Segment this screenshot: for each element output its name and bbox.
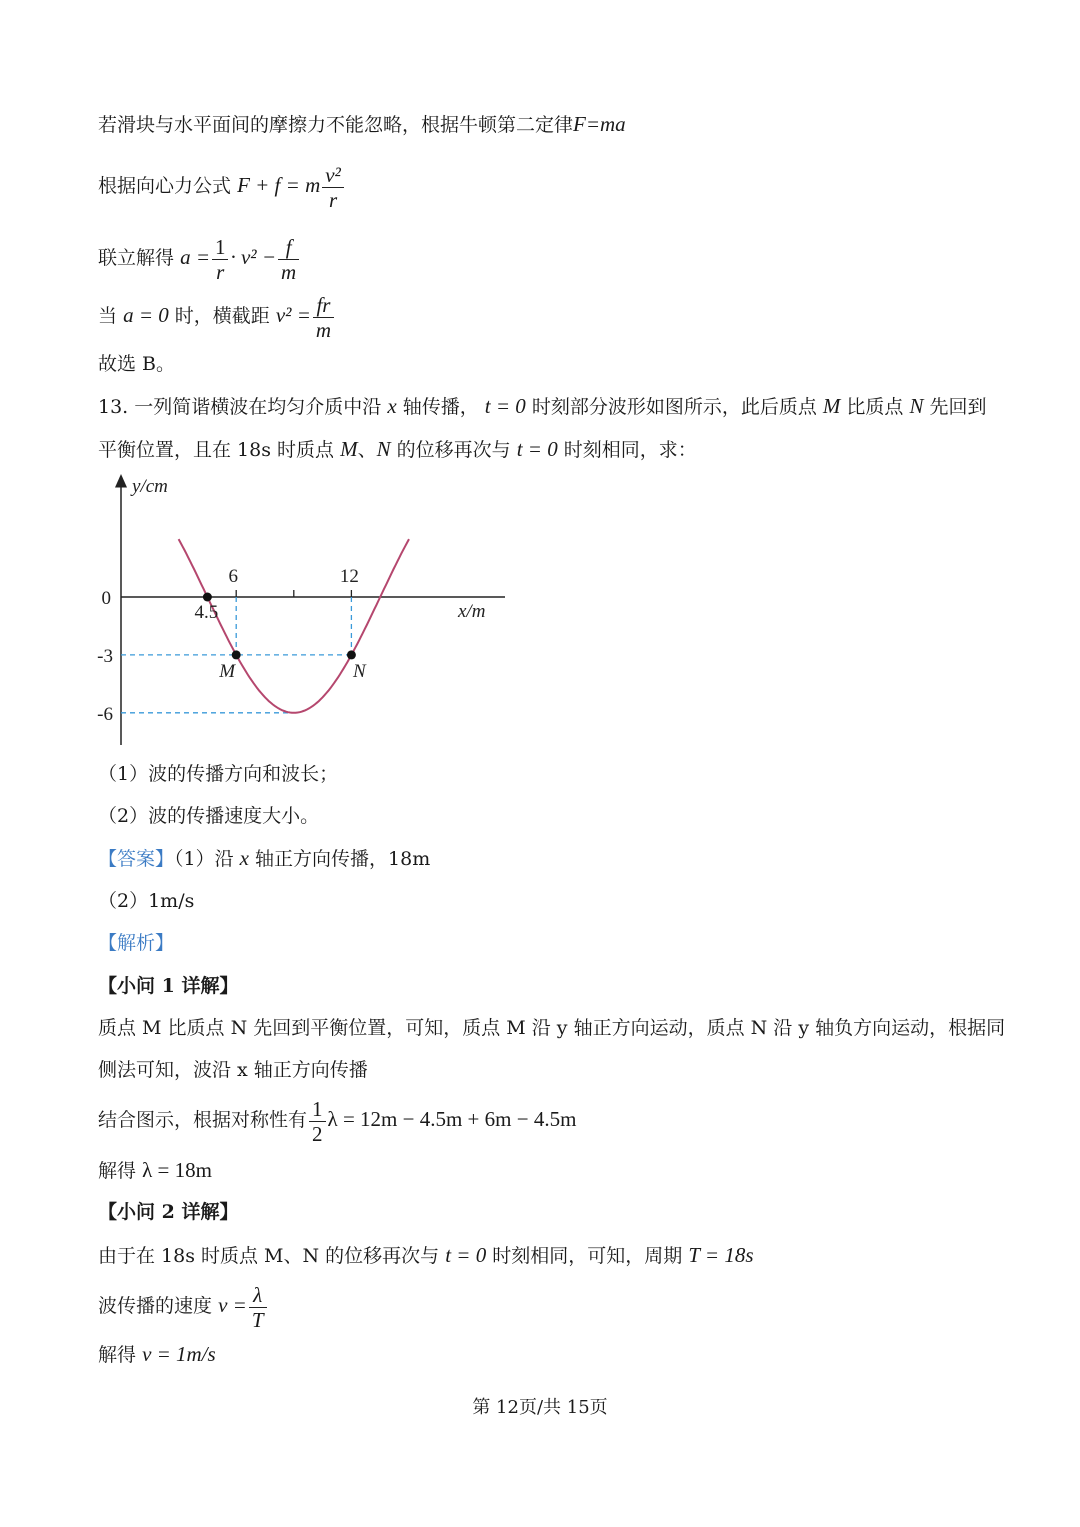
text: 时，横截距 xyxy=(174,305,270,327)
formula: M xyxy=(822,394,841,418)
sol2-line-3 xyxy=(98,1342,216,1367)
sol2-line-1 xyxy=(98,1243,754,1268)
text: 联立解得 xyxy=(98,247,175,269)
y-tick-label: -6 xyxy=(97,703,113,725)
text: 解得 xyxy=(98,1344,137,1366)
text: 根据向心力公式 xyxy=(98,175,232,197)
fraction xyxy=(309,1097,326,1146)
wave-curve xyxy=(179,539,409,713)
numerator: v² xyxy=(322,163,344,188)
part-2 xyxy=(98,804,319,828)
denominator: m xyxy=(315,317,332,342)
text: 由于在 18s 时质点 M、N 的位移再次与 xyxy=(98,1245,440,1267)
fraction xyxy=(249,1283,267,1332)
text: 轴正方向传播，18m xyxy=(255,848,431,870)
sub-question-2-heading xyxy=(98,1200,238,1224)
formula: v = xyxy=(218,1293,247,1317)
fraction xyxy=(322,163,344,212)
formula: F + f = m xyxy=(237,173,321,197)
answer-line-1 xyxy=(98,846,430,871)
text-line-3 xyxy=(98,230,301,285)
text: （1）波的传播方向和波长； xyxy=(98,763,339,785)
formula: v = 1m/s xyxy=(142,1342,216,1366)
formula: t = 0 xyxy=(484,394,526,418)
text-line-4 xyxy=(98,288,336,343)
x-tick-label: 6 xyxy=(228,566,238,587)
text: 质点 M 比质点 N 先回到平衡位置，可知，质点 M 沿 y 轴正方向运动，质点 N 沿 y 轴负方向运动，根据同 xyxy=(98,1017,1006,1039)
heading: 【小问 2 详解】 xyxy=(98,1201,239,1223)
text: 波传播的速度 xyxy=(98,1295,213,1317)
formula: N xyxy=(376,437,391,461)
denominator: r xyxy=(328,187,338,212)
y-tick-label: 0 xyxy=(101,588,111,609)
formula: t = 0 xyxy=(445,1243,487,1267)
analysis-tag: 【解析】 xyxy=(98,932,175,954)
point-label-M: M xyxy=(219,660,236,682)
text: 故选 B。 xyxy=(98,353,176,375)
numerator: f xyxy=(278,235,299,260)
point-label-N: N xyxy=(353,660,366,682)
y-tick-label: -3 xyxy=(97,645,113,667)
answer-tag: 【答案】 xyxy=(98,848,175,870)
text: 轴传播， xyxy=(402,396,479,418)
text: 的位移再次与 xyxy=(396,439,511,461)
text: 解得 xyxy=(98,1160,137,1182)
fraction xyxy=(278,235,299,284)
formula: λ = 12m − 4.5m + 6m − 4.5m xyxy=(327,1107,577,1131)
text: 13. 一列简谐横波在均匀介质中沿 xyxy=(98,396,382,418)
text-line-5 xyxy=(98,352,175,376)
numerator: λ xyxy=(249,1283,267,1308)
formula: a = 0 xyxy=(123,303,169,327)
wave-chart xyxy=(90,470,510,755)
denominator: m xyxy=(281,259,297,284)
page-footer: 第 12页/共 15页 xyxy=(472,1397,608,1418)
text: 时刻相同，可知，周期 xyxy=(492,1245,683,1267)
text: 当 xyxy=(98,305,118,327)
formula: x xyxy=(239,846,249,870)
question-13-line-2 xyxy=(98,437,697,462)
sol1-line-2 xyxy=(98,1058,368,1082)
fraction xyxy=(212,235,229,284)
sub-question-1-heading xyxy=(98,974,238,998)
formula: M xyxy=(340,437,358,461)
denominator: r xyxy=(216,259,225,284)
denominator: T xyxy=(251,1307,264,1332)
sol1-line-4 xyxy=(98,1158,212,1183)
text: （2）波的传播速度大小。 xyxy=(98,805,320,827)
text-line-2 xyxy=(98,158,346,213)
numerator: 1 xyxy=(309,1097,326,1122)
text: 先回到 xyxy=(929,396,987,418)
text: 时刻相同，求： xyxy=(563,439,697,461)
sol1-line-1 xyxy=(98,1016,1005,1040)
text: 结合图示，根据对称性有 xyxy=(98,1109,308,1131)
text: 比质点 xyxy=(846,396,904,418)
y-axis-label: y/cm xyxy=(132,476,168,497)
text: （1）沿 xyxy=(174,848,234,870)
formula: a = xyxy=(180,245,210,269)
fraction xyxy=(313,293,334,342)
numerator: fr xyxy=(313,293,334,318)
formula: F=ma xyxy=(573,112,626,136)
sol2-line-2 xyxy=(98,1278,269,1333)
heading: 【小问 1 详解】 xyxy=(98,975,239,997)
numerator: 1 xyxy=(212,235,229,260)
text: 、 xyxy=(357,439,377,461)
formula: t = 0 xyxy=(516,437,558,461)
sol1-line-3 xyxy=(98,1092,576,1147)
text: （2）1m/s xyxy=(98,890,195,912)
text-line-1 xyxy=(98,112,626,137)
answer-line-2 xyxy=(98,889,194,913)
formula: T = 18s xyxy=(688,1243,754,1267)
x-axis-label: x/m xyxy=(458,601,486,622)
x-tick-label: 4.5 xyxy=(194,602,219,623)
formula: · v² − xyxy=(230,245,277,269)
text: 若滑块与水平面间的摩擦力不能忽略，根据牛顿第二定律 xyxy=(98,114,574,136)
text: 平衡位置，且在 18s 时质点 xyxy=(98,439,335,461)
denominator: 2 xyxy=(312,1121,323,1146)
analysis-tag-line xyxy=(98,931,174,955)
data-point xyxy=(232,650,241,659)
data-point xyxy=(347,650,356,659)
formula: λ = 18m xyxy=(142,1158,212,1182)
text: 时刻部分波形如图所示，此后质点 xyxy=(531,396,817,418)
formula: x xyxy=(387,394,397,418)
data-point xyxy=(203,593,212,602)
formula: N xyxy=(909,394,924,418)
formula: v² = xyxy=(275,303,311,327)
part-1 xyxy=(98,762,338,786)
x-tick-label: 12 xyxy=(339,566,359,587)
question-13-line-1 xyxy=(98,394,987,419)
text: 侧法可知，波沿 x 轴正方向传播 xyxy=(98,1059,368,1081)
